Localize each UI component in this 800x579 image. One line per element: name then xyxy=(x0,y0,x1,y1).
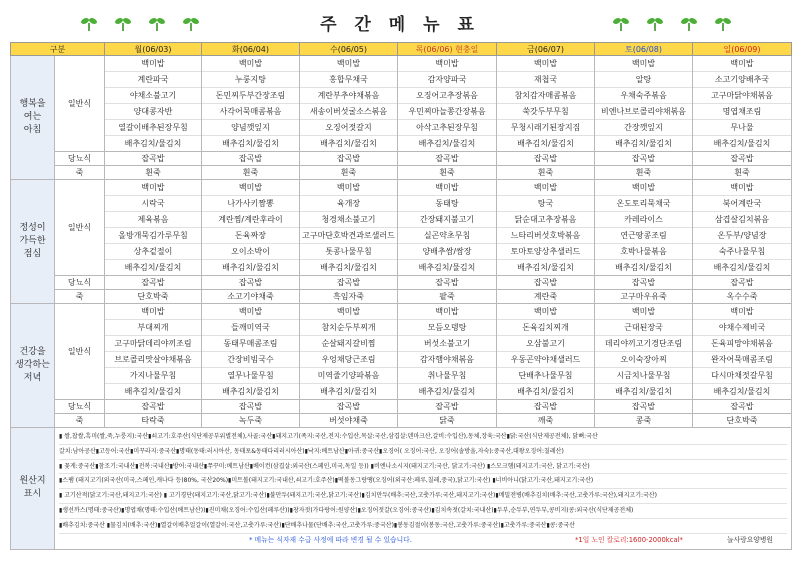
menu-item: 톳콩나물무침 xyxy=(300,244,397,260)
menu-item: 부대찌개 xyxy=(105,320,201,336)
dinner-menu-cell xyxy=(398,304,497,400)
menu-item: 배추김치/물김치 xyxy=(320,387,377,396)
menu-item: 백미밥 xyxy=(105,304,201,320)
diabetic-diet-item: 잡곡밥 xyxy=(595,276,693,290)
menu-item: 간장비빔국수 xyxy=(202,352,299,368)
menu-item: 우엉채당근조림 xyxy=(300,352,397,368)
porridge-diet-item: 흰죽 xyxy=(693,166,792,180)
menu-item: 참치순두부찌개 xyxy=(300,320,397,336)
breakfast-menu-cell xyxy=(595,56,693,152)
diabetic-diet-item: 잡곡밥 xyxy=(398,276,497,290)
menu-item: 호박나물볶음 xyxy=(595,244,692,260)
menu-item: 배추김치/물김치 xyxy=(517,139,574,148)
breakfast-menu-cell xyxy=(105,56,202,152)
breakfast-menu-cell xyxy=(693,56,792,152)
menu-item: 감자햄야채볶음 xyxy=(398,352,496,368)
origin-line: ▮배추김치:중국산 ▮물김치(배추:국산)▮열갈이배추얼갈이(열갈이:국산,고춧가루:국산)▮단배추나물(단배추:국산,고춧가루:중국산)▮봉동김절이(봉동:국산,고춧가루:중국산)▮고춧가루:중국산▮콩:중국산 xyxy=(59,519,787,534)
menu-item: 백미밥 xyxy=(693,304,791,320)
diabetic-diet-item: 잡곡밥 xyxy=(595,152,693,166)
menu-item: 백미밥 xyxy=(693,180,791,196)
menu-item: 비엔나브로콜리야채볶음 xyxy=(595,104,692,120)
origin-line: ▮생선까스(명태:중국산)▮명엽채(명태:수입산(베트남산))▮진미채(오징어:수입산(페루산))▮창자젓(가다랑어:원양산)▮오징어젓갈(오징어:중국산)▮김치속젓(갈치:국내산)▮두부,순두부,연두부,콩비지(콩:외국산(식단제공전체) xyxy=(59,504,787,519)
menu-item: 양념깻잎지 xyxy=(202,120,299,136)
menu-item: 우민찌마늘쫑간장볶음 xyxy=(398,104,496,120)
menu-item: 무나물 xyxy=(693,120,791,136)
lunch-menu-cell xyxy=(398,180,497,276)
menu-item: 오이소박이 xyxy=(202,244,299,260)
porridge-diet-item: 소고기야채죽 xyxy=(202,290,300,304)
porridge-diet-item: 옥수수죽 xyxy=(693,290,792,304)
origin-line: ▮ 쌀,찹쌀,흑미(쌀,죽,누룽지):국산▮쇠고기:호주산(식단제공부위별전체),사골:국산▮돼지고기(족지:국산,전지:수입산,목살:국산,삼겹살:덴마크산,갈비:수입산),동체,장육:국산▮닭:국산(식단제공전체), 닭뼈:국산 xyxy=(59,430,787,445)
menu-item: 카레라이스 xyxy=(595,212,692,228)
menu-item: 미역줄기양파볶음 xyxy=(300,368,397,384)
menu-item: 야채소불고기 xyxy=(105,88,201,104)
lunch-menu-cell xyxy=(595,180,693,276)
diabetic-diet-item: 잡곡밥 xyxy=(398,400,497,414)
origin-info xyxy=(55,428,792,550)
dinner-menu-cell xyxy=(105,304,202,400)
diabetic-diet-label: 당뇨식 xyxy=(55,276,105,290)
menu-item: 백미밥 xyxy=(497,304,594,320)
porridge-diet-item: 고구마우유죽 xyxy=(595,290,693,304)
menu-item: 간장깻잎지 xyxy=(595,120,692,136)
menu-item: 누룽지탕 xyxy=(202,72,299,88)
general-diet-label: 일반식 xyxy=(55,304,105,400)
menu-item: 배추김치/물김치 xyxy=(124,387,182,396)
breakfast-menu-cell xyxy=(300,56,398,152)
menu-item: 완자어묵매콤조림 xyxy=(693,352,791,368)
day-header-sat: 토(06/08) xyxy=(595,43,693,56)
diabetic-diet-item: 잡곡밥 xyxy=(300,400,398,414)
diabetic-diet-label: 당뇨식 xyxy=(55,152,105,166)
diabetic-diet-item: 잡곡밥 xyxy=(398,152,497,166)
porridge-diet-item: 흰죽 xyxy=(300,166,398,180)
diabetic-diet-label: 당뇨식 xyxy=(55,400,105,414)
menu-item: 재첩국 xyxy=(497,72,594,88)
dinner-menu-cell xyxy=(595,304,693,400)
day-header-mon: 월(06/03) xyxy=(105,43,202,56)
footer-notes xyxy=(59,534,787,547)
menu-change-note: * 메뉴는 식자재 수급 사정에 따라 변경 될 수 있습니다. xyxy=(249,535,412,544)
menu-item: 백미밥 xyxy=(497,180,594,196)
menu-item: 동태탕 xyxy=(398,196,496,212)
menu-item: 배추김치/물김치 xyxy=(615,139,672,148)
menu-item: 들깨미역국 xyxy=(202,320,299,336)
menu-item: 단배추나물무침 xyxy=(497,368,594,384)
menu-item: 백미밥 xyxy=(693,56,791,72)
menu-item: 배추김치/물김치 xyxy=(222,387,279,396)
menu-item: 백미밥 xyxy=(300,180,397,196)
menu-item: 소고기양배추국 xyxy=(693,72,791,88)
menu-item: 동태무매콤조림 xyxy=(202,336,299,352)
porridge-diet-item: 단호박죽 xyxy=(105,290,202,304)
menu-item: 배추김치/물김치 xyxy=(124,263,182,272)
porridge-diet-item: 흰죽 xyxy=(497,166,595,180)
breakfast-menu-cell xyxy=(202,56,300,152)
menu-item: 오이숙장아찌 xyxy=(595,352,692,368)
menu-item: 돈민찌두부간장조림 xyxy=(202,88,299,104)
menu-item: 배추김치/물김치 xyxy=(517,263,574,272)
menu-item: 배추김치/물김치 xyxy=(713,387,771,396)
menu-table xyxy=(10,42,792,550)
diabetic-diet-item: 잡곡밥 xyxy=(300,276,398,290)
porridge-diet-item: 버섯야채죽 xyxy=(300,414,398,428)
lunch-menu-cell xyxy=(497,180,595,276)
menu-item: 배추김치/물김치 xyxy=(615,387,672,396)
menu-item: 데리야끼고기경단조림 xyxy=(595,336,692,352)
menu-item: 배추김치/물김치 xyxy=(222,263,279,272)
menu-item: 돈육피망야채볶음 xyxy=(693,336,791,352)
lunch-menu-cell xyxy=(105,180,202,276)
diabetic-diet-item: 잡곡밥 xyxy=(202,400,300,414)
origin-line: ▮스팸 (돼지고기(외국산(미국,스페인,캐나다 등)80%, 국산20%)▮미트볼(돼지고기:국내산,쇠고기:호주산)▮떡볼동그랑땡(오징어(외국산:페루,칠레,중국),닭고기:국산) ▮너비아니(닭고기:국산,돼지고기:국산) xyxy=(59,474,787,489)
diabetic-diet-item: 잡곡밥 xyxy=(202,152,300,166)
menu-item: 온도토리묵채국 xyxy=(595,196,692,212)
menu-item: 양배추쌈/쌈장 xyxy=(398,244,496,260)
menu-item: 양대콩자반 xyxy=(105,104,201,120)
lunch-menu-cell xyxy=(693,180,792,276)
menu-item: 열갈이배추된장무침 xyxy=(105,120,201,136)
diabetic-diet-item: 잡곡밥 xyxy=(595,400,693,414)
diabetic-diet-item: 잡곡밥 xyxy=(105,400,202,414)
breakfast-section-label: 행복을 여는 아침 xyxy=(11,56,55,180)
porridge-diet-item: 닭죽 xyxy=(398,414,497,428)
porridge-diet-label: 죽 xyxy=(55,290,105,304)
menu-item: 고구마닭데리야끼조림 xyxy=(105,336,201,352)
general-diet-label: 일반식 xyxy=(55,56,105,152)
porridge-diet-item: 흰죽 xyxy=(105,166,202,180)
porridge-diet-label: 죽 xyxy=(55,414,105,428)
menu-item: 느타리버섯호박볶음 xyxy=(497,228,594,244)
menu-item: 계란부추야채볶음 xyxy=(300,88,397,104)
menu-item: 백미밥 xyxy=(595,304,692,320)
menu-item: 계란찜/계란후라이 xyxy=(202,212,299,228)
diabetic-diet-item: 잡곡밥 xyxy=(693,276,792,290)
menu-item: 시금치나물무침 xyxy=(595,368,692,384)
menu-item: 청경채소불고기 xyxy=(300,212,397,228)
menu-item: 온두부/양념장 xyxy=(693,228,791,244)
menu-item: 배추김치/물김치 xyxy=(320,263,377,272)
menu-item: 올방개묵김가루무침 xyxy=(105,228,201,244)
menu-item: 백미밥 xyxy=(497,56,594,72)
menu-item: 토마토양상추샐러드 xyxy=(497,244,594,260)
menu-item: 쑥갓두부무침 xyxy=(497,104,594,120)
menu-item: 돈육김치찌개 xyxy=(497,320,594,336)
origin-line: 갈치:남아공산▮고등어:국산▮미꾸라지:중국산▮명태(동태:러시아산, 동태포&동태다리러시아산)▮낙지:베트남산▮아귀:중국산▮오징어( 오징어:국산, 오징어(솔방울,자숙):중국산,대왕오징어:칠레산) xyxy=(59,445,787,460)
diabetic-diet-item: 잡곡밥 xyxy=(202,276,300,290)
menu-item: 무청시래기된장지짐 xyxy=(497,120,594,136)
menu-item: 돈육짜장 xyxy=(202,228,299,244)
porridge-diet-item: 흰죽 xyxy=(398,166,497,180)
menu-item: 배추김치/물김치 xyxy=(222,139,279,148)
day-header-wed: 수(06/05) xyxy=(300,43,398,56)
porridge-diet-label: 죽 xyxy=(55,166,105,180)
menu-item: 알탕 xyxy=(595,72,692,88)
menu-item: 참치감자매콤볶음 xyxy=(497,88,594,104)
menu-item: 오삼불고기 xyxy=(497,336,594,352)
menu-item: 백미밥 xyxy=(202,180,299,196)
menu-item: 연근땅콩조림 xyxy=(595,228,692,244)
menu-item: 백미밥 xyxy=(398,56,496,72)
menu-item: 고구마닭야채볶음 xyxy=(693,88,791,104)
porridge-diet-item: 타락죽 xyxy=(105,414,202,428)
menu-item: 배추김치/물김치 xyxy=(418,387,476,396)
diabetic-diet-item: 잡곡밥 xyxy=(300,152,398,166)
porridge-diet-item: 흑임자죽 xyxy=(300,290,398,304)
menu-item: 백미밥 xyxy=(595,56,692,72)
menu-item: 배추김치/물김치 xyxy=(615,263,672,272)
day-header-fri: 금(06/07) xyxy=(497,43,595,56)
menu-item: 순살돼지갈비찜 xyxy=(300,336,397,352)
porridge-diet-item: 흰죽 xyxy=(595,166,693,180)
menu-item: 백미밥 xyxy=(202,304,299,320)
dinner-menu-cell xyxy=(497,304,595,400)
day-header-tue: 화(06/04) xyxy=(202,43,300,56)
menu-item: 모듬오뎅탕 xyxy=(398,320,496,336)
menu-item: 상추겉절이 xyxy=(105,244,201,260)
menu-item: 육개장 xyxy=(300,196,397,212)
menu-item: 백미밥 xyxy=(398,304,496,320)
menu-item: 배추김치/물김치 xyxy=(418,263,476,272)
menu-item: 실곤약초무침 xyxy=(398,228,496,244)
diabetic-diet-item: 잡곡밥 xyxy=(497,400,595,414)
menu-item: 시락국 xyxy=(105,196,201,212)
menu-item: 제육볶음 xyxy=(105,212,201,228)
menu-item: 닭순대고추장볶음 xyxy=(497,212,594,228)
menu-item: 명엽채조림 xyxy=(693,104,791,120)
menu-item: 우동곤약야채샐러드 xyxy=(497,352,594,368)
menu-item: 계란파국 xyxy=(105,72,201,88)
menu-item: 북어계란국 xyxy=(693,196,791,212)
menu-item: 취나물무침 xyxy=(398,368,496,384)
menu-item: 가지나물무침 xyxy=(105,368,201,384)
menu-item: 배추김치/물김치 xyxy=(713,263,771,272)
porridge-diet-item: 팥죽 xyxy=(398,290,497,304)
menu-item: 배추김치/물김치 xyxy=(418,139,476,148)
menu-item: 백미밥 xyxy=(300,304,397,320)
diabetic-diet-item: 잡곡밥 xyxy=(497,276,595,290)
dinner-menu-cell xyxy=(300,304,398,400)
menu-item: 백미밥 xyxy=(300,56,397,72)
header-corner: 구분 xyxy=(11,43,105,56)
menu-item: 탕국 xyxy=(497,196,594,212)
diabetic-diet-item: 잡곡밥 xyxy=(693,152,792,166)
porridge-diet-item: 녹두죽 xyxy=(202,414,300,428)
menu-item: 아삭고추된장무침 xyxy=(398,120,496,136)
menu-item: 우채숙주볶음 xyxy=(595,88,692,104)
menu-item: 사각어묵매콤볶음 xyxy=(202,104,299,120)
diabetic-diet-item: 잡곡밥 xyxy=(693,400,792,414)
porridge-diet-item: 흰죽 xyxy=(202,166,300,180)
menu-item: 감자양파국 xyxy=(398,72,496,88)
hospital-name: 늘사랑요양병원 xyxy=(727,535,773,544)
menu-item: 버섯소불고기 xyxy=(398,336,496,352)
menu-item: 백미밥 xyxy=(105,180,201,196)
menu-item: 고구마단호박견과로샐러드 xyxy=(300,228,397,244)
menu-item: 백미밥 xyxy=(105,56,201,72)
lunch-menu-cell xyxy=(202,180,300,276)
porridge-diet-item: 단호박죽 xyxy=(693,414,792,428)
menu-item: 나가사키짬뽕 xyxy=(202,196,299,212)
menu-item: 간장돼지불고기 xyxy=(398,212,496,228)
menu-item: 배추김치/물김치 xyxy=(124,139,182,148)
menu-item: 야채수제비국 xyxy=(693,320,791,336)
origin-line: ▮ 고기산적(닭고기:국산,돼지고기:국산) ▮ 고기경단(돼지고기:국산,닭고기:국산)▮불만두(돼지고기:국산,닭고기:국산)▮김치만두(배추:국산,고춧가루:국산,돼지고기:국산)▮메밀전병(배추김치(배추:국산,고춧가루:국산),돼지고기:국산) xyxy=(59,489,787,504)
diabetic-diet-item: 잡곡밥 xyxy=(105,276,202,290)
menu-item: 다시마채젓갈무침 xyxy=(693,368,791,384)
menu-item: 열무나물무침 xyxy=(202,368,299,384)
dinner-menu-cell xyxy=(693,304,792,400)
breakfast-menu-cell xyxy=(398,56,497,152)
lunch-section-label: 정성이 가득한 점심 xyxy=(11,180,55,304)
menu-item: 배추김치/물김치 xyxy=(517,387,574,396)
menu-item: 백미밥 xyxy=(202,56,299,72)
menu-item: 백미밥 xyxy=(398,180,496,196)
porridge-diet-item: 깨죽 xyxy=(497,414,595,428)
dinner-section-label: 건강을 생각하는 저녁 xyxy=(11,304,55,428)
menu-item: 배추김치/물김치 xyxy=(713,139,771,148)
dinner-menu-cell xyxy=(202,304,300,400)
menu-item: 오징어젓갈지 xyxy=(300,120,397,136)
diabetic-diet-item: 잡곡밥 xyxy=(105,152,202,166)
origin-line: ▮ 꽃게:중국산▮참조기:국내산▮전복:국내산▮방어:국내산▮쭈꾸미:베트남산▮베이컨(삼겹살:외국산(스페인,미국,독일 등)) ▮비엔나소시지(돼지고기:국산, 닭고기:국산) ▮스모크햄(돼지고기:국산, 닭고기:국산) xyxy=(59,460,787,475)
origin-label: 원산지 표시 xyxy=(11,428,55,550)
diabetic-diet-item: 잡곡밥 xyxy=(497,152,595,166)
porridge-diet-item: 계란죽 xyxy=(497,290,595,304)
menu-item: 배추김치/물김치 xyxy=(320,139,377,148)
general-diet-label: 일반식 xyxy=(55,180,105,276)
menu-item: 오징어고추장볶음 xyxy=(398,88,496,104)
calorie-note: *1일 노인 칼로리:1600-2000kcal* xyxy=(575,535,683,544)
menu-item: 브로콜리맛살야채볶음 xyxy=(105,352,201,368)
day-header-sun: 일(06/09) xyxy=(693,43,792,56)
porridge-diet-item: 콩죽 xyxy=(595,414,693,428)
menu-item: 새송이버섯굴소스볶음 xyxy=(300,104,397,120)
page-title: 주 간 메 뉴 표 xyxy=(320,15,480,35)
menu-item: 백미밥 xyxy=(595,180,692,196)
menu-item: 숙주나물무침 xyxy=(693,244,791,260)
lunch-menu-cell xyxy=(300,180,398,276)
day-header-thu: 목(06/06) 현충일 xyxy=(398,43,497,56)
menu-item: 홍합무채국 xyxy=(300,72,397,88)
breakfast-menu-cell xyxy=(497,56,595,152)
menu-item: 근대된장국 xyxy=(595,320,692,336)
menu-item: 삼겹살김치볶음 xyxy=(693,212,791,228)
